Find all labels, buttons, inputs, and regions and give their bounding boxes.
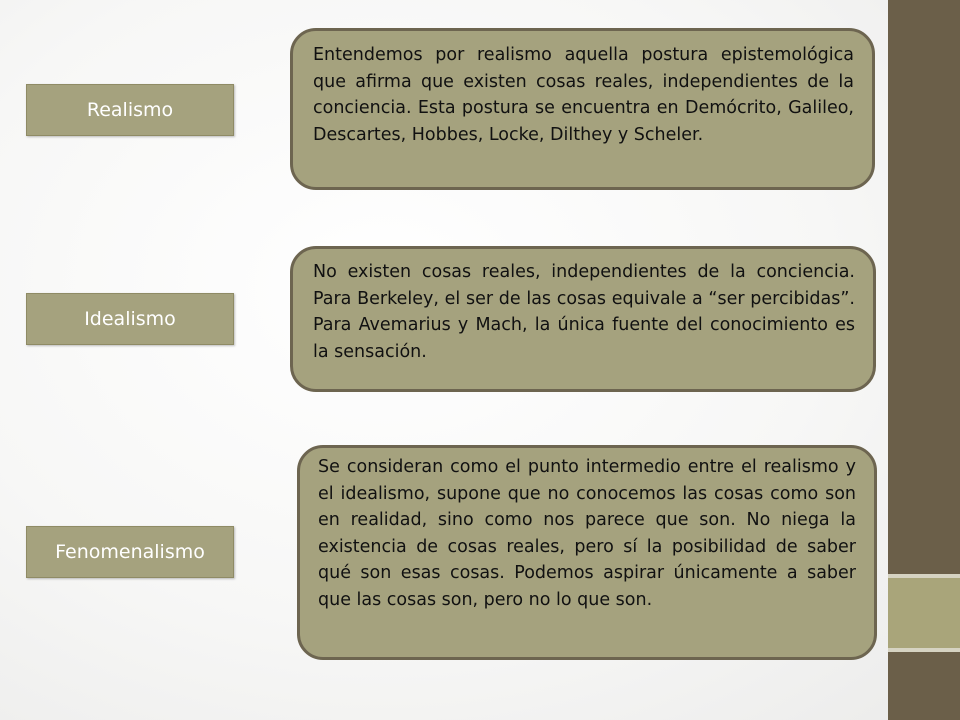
concept-label-realismo: Realismo bbox=[26, 84, 234, 136]
concept-description-fenomenalismo: Se consideran como el punto intermedio entre el realismo y el idealismo, supone que no conocemos las cosas como son en realidad, sino como nos parece que son. No niega la existencia de cosas reales, pero sí la posibilidad de saber qué son esas cosas. Podemos aspirar únicamente a saber que las cosas son, pero no lo que son. bbox=[297, 445, 877, 660]
concept-label-idealismo: Idealismo bbox=[26, 293, 234, 345]
concept-description-idealismo: No existen cosas reales, independientes de la conciencia. Para Berkeley, el ser de las cosas equivale a “ser percibidas”. Para Avemarius y Mach, la única fuente del conocimiento es la sensación. bbox=[290, 246, 876, 392]
sidebar-band-divider-bottom bbox=[888, 648, 960, 652]
concept-description-realismo: Entendemos por realismo aquella postura epistemológica que afirma que existen cosas reales, independientes de la conciencia. Esta postura se encuentra en Demócrito, Galileo, Descartes, Hobbes, Locke, Dilthey y Scheler. bbox=[290, 28, 875, 190]
concept-label-fenomenalismo: Fenomenalismo bbox=[26, 526, 234, 578]
sidebar-accent-band bbox=[888, 578, 960, 648]
